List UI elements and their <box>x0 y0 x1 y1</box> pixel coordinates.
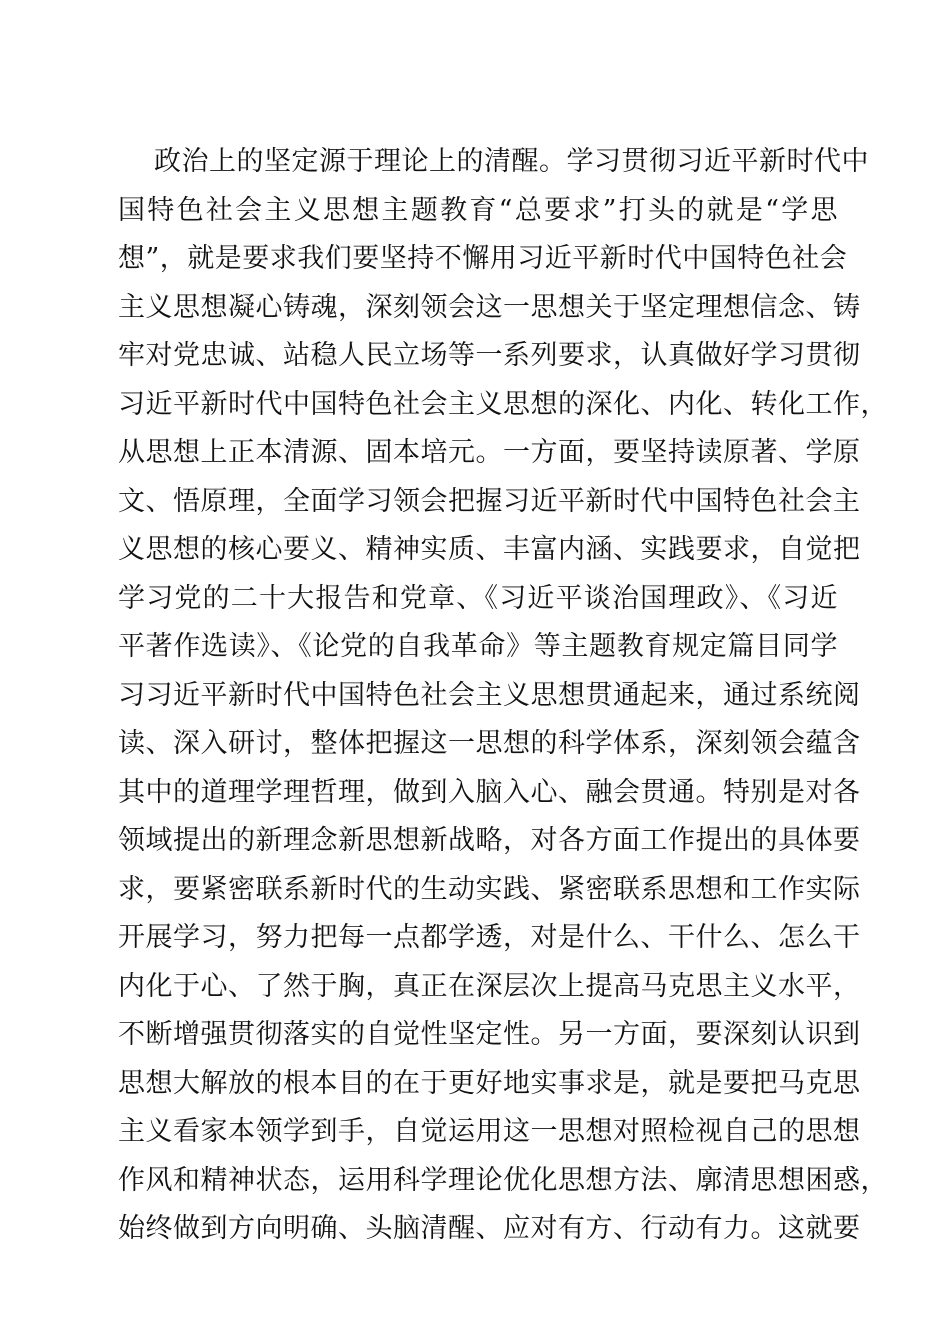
paragraph-line: 求，要紧密联系新时代的生动实践、紧密联系思想和工作实际 <box>118 873 861 905</box>
paragraph-line: 学习党的二十大报告和党章、《习近平谈治国理政》、《习近 <box>118 582 838 614</box>
paragraph-line: 从思想上正本清源、固本培元。一方面，要坚持读原著、学原 <box>118 437 861 468</box>
paragraph-line: 不断增强贯彻落实的自觉性坚定性。另一方面，要深刻认识到 <box>118 1019 861 1050</box>
paragraph-line: 政治上的坚定源于理论上的清醒。学习贯彻习近平新时代中 <box>154 146 869 177</box>
paragraph-line: 内化于心、了然于胸，真正在深层次上提高马克思主义水平， <box>118 970 861 1002</box>
paragraph-line: 读、深入研讨，整体把握这一思想的科学体系，深刻领会蕴含 <box>118 728 861 759</box>
paragraph-line: 始终做到方向明确、头脑清醒、应对有方、行动有力。这就要 <box>118 1213 861 1244</box>
paragraph-line: 国特色社会主义思想主题教育“总要求”打头的就是“学思 <box>118 194 838 226</box>
paragraph-line: 主义看家本领学到手，自觉运用这一思想对照检视自己的思想 <box>118 1116 861 1147</box>
paragraph-line: 作风和精神状态，运用科学理论优化思想方法、廓清思想困惑， <box>118 1164 888 1196</box>
paragraph-line: 文、悟原理，全面学习领会把握习近平新时代中国特色社会主 <box>118 485 861 517</box>
paragraph-line: 主义思想凝心铸魂，深刻领会这一思想关于坚定理想信念、铸 <box>118 291 861 323</box>
paragraph-line: 习习近平新时代中国特色社会主义思想贯通起来，通过系统阅 <box>118 679 861 711</box>
paragraph-line: 牢对党忠诚、站稳人民立场等一系列要求，认真做好学习贯彻 <box>118 340 861 371</box>
paragraph-line: 习近平新时代中国特色社会主义思想的深化、内化、转化工作， <box>118 388 888 420</box>
paragraph-line: 开展学习，努力把每一点都学透，对是什么、干什么、怎么干 <box>118 922 861 953</box>
paragraph-line: 想”，就是要求我们要坚持不懈用习近平新时代中国特色社会 <box>118 243 848 274</box>
paragraph-line: 平著作选读》、《论党的自我革命》等主题教育规定篇目同学 <box>118 631 838 662</box>
paragraph-line: 义思想的核心要义、精神实质、丰富内涵、实践要求，自觉把 <box>118 534 861 565</box>
paragraph-line: 领域提出的新理念新思想新战略，对各方面工作提出的具体要 <box>118 825 861 856</box>
paragraph-line: 思想大解放的根本目的在于更好地实事求是，就是要把马克思 <box>118 1067 861 1099</box>
body-paragraph <box>118 138 888 1254</box>
paragraph-line: 其中的道理学理哲理，做到入脑入心、融会贯通。特别是对各 <box>118 776 861 808</box>
